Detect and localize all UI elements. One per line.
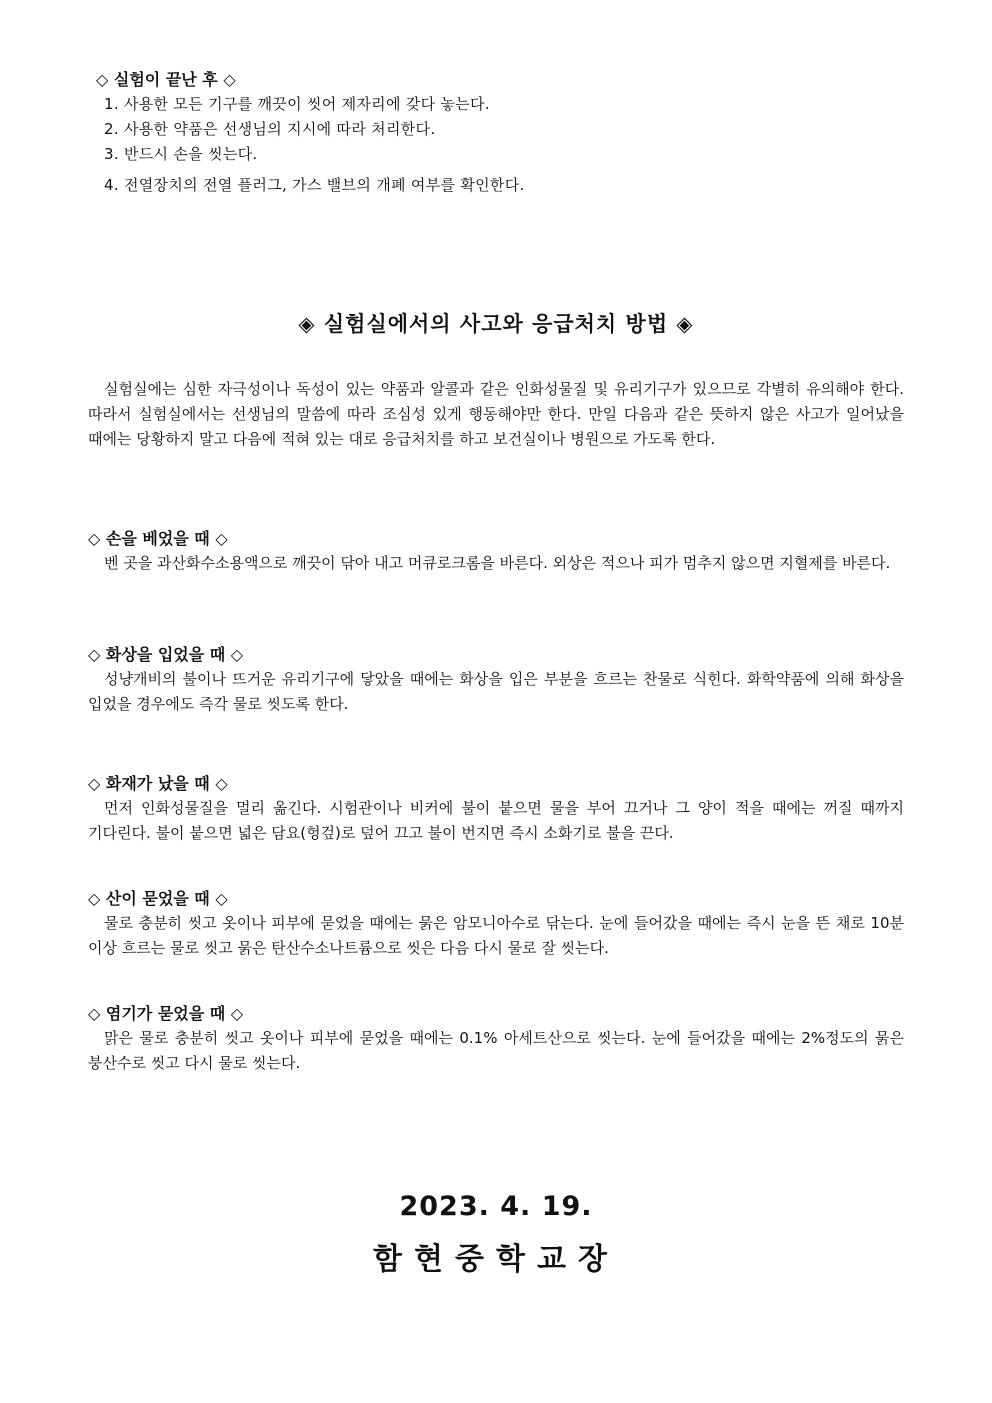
list-item: 1. 사용한 모든 기구를 깨끗이 씻어 제자리에 갖다 놓는다. <box>104 95 490 113</box>
section-base <box>88 1002 904 1076</box>
list-item: 2. 사용한 약품은 선생님의 지시에 따라 처리한다. <box>104 120 436 138</box>
after-experiment-heading: ◇ 실험이 끝난 후 ◇ <box>96 70 236 89</box>
section-acid <box>88 887 904 961</box>
page-title: ◈ 실험실에서의 사고와 응급처치 방법 ◈ <box>298 312 694 336</box>
section-heading: ◇ 산이 묻었을 때 ◇ <box>88 889 228 908</box>
section-heading: ◇ 염기가 묻었을 때 ◇ <box>88 1004 244 1023</box>
section-body: 물로 충분히 씻고 옷이나 피부에 묻었을 때에는 묽은 암모니아수로 닦는다. 눈에 들어갔을 때에는 즉시 눈을 뜬 채로 10분 이상 흐르는 물로 씻고 묽은 탄산수소나트륨으로 씻은 다음 다시 물로 잘 씻는다. <box>88 914 904 957</box>
after-experiment-list <box>104 93 525 199</box>
list-item: 4. 전열장치의 전열 플러그, 가스 밸브의 개폐 여부를 확인한다. <box>104 176 525 194</box>
intro-paragraph: 실험실에는 심한 자극성이나 독성이 있는 약품과 알콜과 같은 인화성물질 및 유리기구가 있으므로 각별히 유의해야 한다. 따라서 실험실에서는 선생님의 말씀에 따라 조심성 있게 행동해야만 한다. 만일 다음과 같은 뜻하지 않은 사고가 일어났을 때에는 당황하지 말고 다음에 적혀 있는 대로 응급처치를 하고 보건실이나 병원으로 가도록 한다. <box>88 380 904 448</box>
section-body: 벤 곳을 과산화수소용액으로 깨끗이 닦아 내고 머큐로크롬을 바른다. 외상은 적으나 피가 멈추지 않으면 지혈제를 바른다. <box>104 554 891 572</box>
section-heading: ◇ 화상을 입었을 때 ◇ <box>88 645 244 664</box>
section-body: 먼저 인화성물질을 멀리 옮긴다. 시험관이나 비커에 불이 붙으면 물을 부어 끄거나 그 양이 적을 때에는 꺼질 때까지 기다린다. 불이 붙으면 넓은 담요(헝겊)로 덮어 끄고 불이 번지면 즉시 소화기로 불을 끈다. <box>88 799 904 842</box>
section-body: 성냥개비의 불이나 뜨거운 유리기구에 닿았을 때에는 화상을 입은 부분을 흐르는 찬물로 식힌다. 화학약품에 의해 화상을 입었을 경우에도 즉각 물로 씻도록 한다. <box>88 670 904 713</box>
document-date: 2023. 4. 19. <box>399 1191 593 1222</box>
section-heading: ◇ 손을 베었을 때 ◇ <box>88 529 228 548</box>
list-item: 3. 반드시 손을 씻는다. <box>104 145 258 163</box>
section-body: 맑은 물로 충분히 씻고 옷이나 피부에 묻었을 때에는 0.1% 아세트산으로 씻는다. 눈에 들어갔을 때에는 2%정도의 묽은 붕산수로 씻고 다시 물로 씻는다. <box>88 1029 904 1072</box>
section-heading: ◇ 화재가 났을 때 ◇ <box>88 774 228 793</box>
section-fire <box>88 772 904 846</box>
section-burn <box>88 643 904 717</box>
issuer-name: 함현중학교장 <box>373 1242 619 1277</box>
section-cut <box>88 527 904 576</box>
